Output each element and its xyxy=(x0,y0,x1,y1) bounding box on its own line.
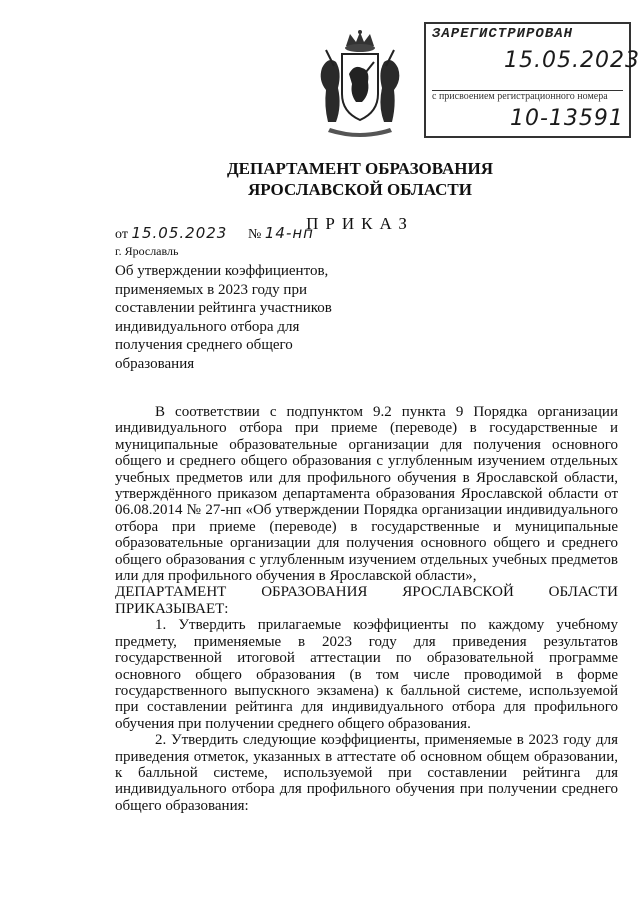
order-city: г. Ярославль xyxy=(115,244,179,258)
order-subject: Об утверждении коэффициентов, применяемых в 2023 году при составлении рейтинга участников индивидуального отбора для получения среднего общего образования xyxy=(115,263,332,372)
order-date-row xyxy=(115,224,227,243)
item-1-paragraph: 1. Утвердить прилагаемые коэффициенты по каждому учебному предмету, применяемые в 2023 году для приведения результатов государственной итоговой аттестации по образовательной программе основного общего образования (в том числе проводимой в форме государственного выпускного экзамена) к балльной системе, используемой при составлении рейтинга для индивидуального отбора для профильного обучения при получении среднего общего образования. xyxy=(115,617,618,732)
order-handwritten-number: 14-нп xyxy=(264,224,314,242)
item-2-paragraph: 2. Утвердить следующие коэффициенты, применяемые в 2023 году для приведения отметок, указанных в аттестате об основном общем образовании, к балльной системе, используемой при составлении рейтинга для индивидуального отбора для профильного обучения при получении среднего общего образования: xyxy=(115,732,618,814)
department-title-line2: ЯРОСЛАВСКОЙ ОБЛАСТИ xyxy=(248,180,472,199)
order-from-label: от xyxy=(115,227,128,242)
order-body xyxy=(115,404,618,814)
orders-line-verb: ПРИКАЗЫВАЕТ: xyxy=(115,600,229,617)
document-type-title: ПРИКАЗ xyxy=(306,214,414,233)
stamp-handwritten-number: 10-13591 xyxy=(510,106,624,131)
orders-line-department: ДЕПАРТАМЕНТ ОБРАЗОВАНИЯ ЯРОСЛАВСКОЙ ОБЛАСТИ xyxy=(115,584,618,601)
order-handwritten-date: 15.05.2023 xyxy=(131,224,228,242)
stamp-note: с присвоением регистрационного номера xyxy=(432,91,608,102)
order-number-label: № xyxy=(248,227,262,242)
department-title-line1: ДЕПАРТАМЕНТ ОБРАЗОВАНИЯ xyxy=(226,159,494,178)
registration-stamp xyxy=(424,22,640,138)
order-number-row xyxy=(248,224,314,243)
stamp-header: ЗАРЕГИСТРИРОВАН xyxy=(432,26,574,42)
preamble-paragraph: В соответствии с подпунктом 9.2 пункта 9 Порядка организации индивидуального отбора при приеме (переводе) в государственные и муниципальные образовательные организации для получения основного общего и среднего общего образования с углубленным изучением отдельных учебных предметов или для профильного обучения в Ярославской области, утверждённого приказом департамента образования Ярославской области от 06.08.2014 № 27-нп «Об утверждении Порядка организации индивидуального отбора при приеме (переводе) в государственные и муниципальные образовательные организации для получения основного общего и среднего общего образования с углубленным изучением отдельных учебных предметов или для профильного обучения в Ярославской области», xyxy=(115,404,618,585)
stamp-divider xyxy=(432,136,623,137)
coat-of-arms-emblem xyxy=(312,28,408,140)
stamp-handwritten-date: 15.05.2023 xyxy=(504,48,640,73)
